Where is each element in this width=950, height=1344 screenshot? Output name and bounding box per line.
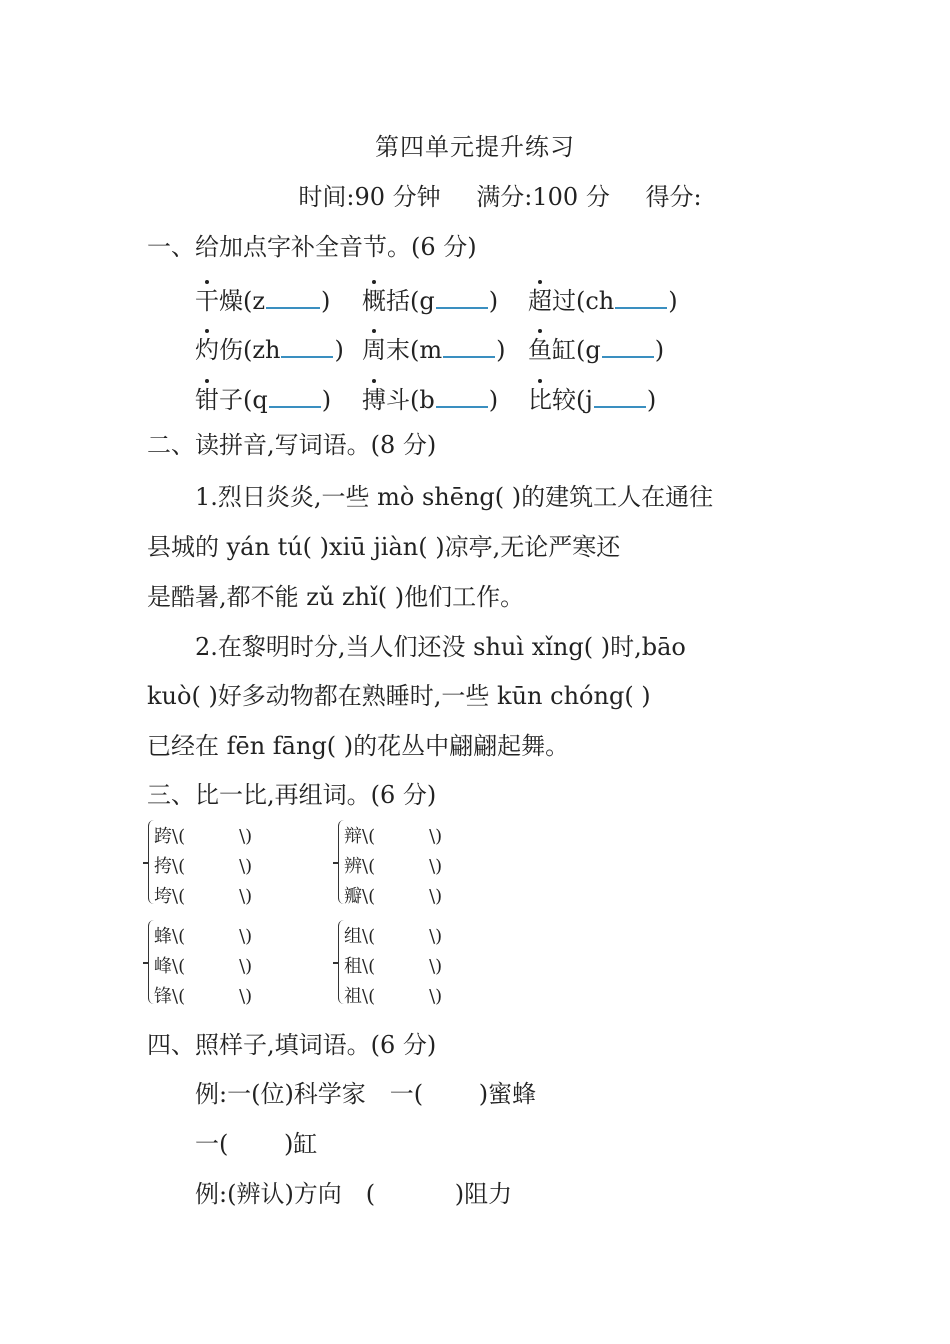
page-title: 第四单元提升练习 xyxy=(375,133,575,161)
pinyin-item xyxy=(362,281,498,316)
answer-blank[interactable] xyxy=(269,405,321,408)
compare-word: 跨\( \) xyxy=(154,826,253,847)
dotted-char: 灼 xyxy=(195,336,219,364)
s2-line-3: 是酷暑,都不能 zǔ zhǐ( )他们工作。 xyxy=(147,583,525,611)
char: 末 xyxy=(386,336,410,364)
char: 较 xyxy=(552,386,576,414)
compare-word: 垮\( \) xyxy=(154,886,253,907)
char: 括 xyxy=(386,287,410,315)
compare-word: 挎\( \) xyxy=(154,856,253,877)
full-score: 满分:100 分 xyxy=(476,183,610,211)
close-paren: ) xyxy=(496,336,506,364)
close-paren: ) xyxy=(334,336,344,364)
emphasis-dot xyxy=(538,379,542,383)
s2-line-4: 2.在黎明时分,当人们还没 shuì xǐng( )时,bāo xyxy=(195,633,686,661)
emphasis-dot xyxy=(205,379,209,383)
pinyin-prefix: (z xyxy=(243,287,266,315)
close-paren: ) xyxy=(668,287,678,315)
pinyin-item xyxy=(528,281,678,316)
emphasis-dot xyxy=(372,379,376,383)
section-1-heading: 一、给加点字补全音节。(6 分) xyxy=(147,233,477,261)
answer-blank[interactable] xyxy=(594,405,646,408)
compare-word: 租\( \) xyxy=(344,956,443,977)
answer-blank[interactable] xyxy=(615,306,667,309)
emphasis-dot xyxy=(538,280,542,284)
compare-word: 蜂\( \) xyxy=(154,926,253,947)
dotted-char: 干 xyxy=(195,287,219,315)
compare-word: 瓣\( \) xyxy=(344,886,443,907)
s4-line-1: 例:一(位)科学家 一( )蜜蜂 xyxy=(195,1080,537,1108)
dotted-char: 周 xyxy=(362,336,386,364)
answer-blank[interactable] xyxy=(602,355,654,358)
char: 过 xyxy=(552,287,576,315)
compare-word: 祖\( \) xyxy=(344,986,443,1007)
answer-blank[interactable] xyxy=(436,405,488,408)
section-4-heading: 四、照样子,填词语。(6 分) xyxy=(147,1031,437,1059)
close-paren: ) xyxy=(321,386,332,414)
pinyin-item xyxy=(195,330,344,365)
pinyin-item xyxy=(528,330,664,365)
s2-line-6: 已经在 fēn fāng( )的花丛中翩翩起舞。 xyxy=(147,732,570,760)
answer-blank[interactable] xyxy=(436,306,488,309)
pinyin-prefix: (m xyxy=(410,336,443,364)
emphasis-dot xyxy=(372,329,376,333)
emphasis-dot xyxy=(205,280,209,284)
close-paren: ) xyxy=(488,386,499,414)
char: 斗 xyxy=(386,386,410,414)
compare-word: 峰\( \) xyxy=(154,956,253,977)
pinyin-prefix: (zh xyxy=(243,336,281,364)
dotted-char: 超 xyxy=(528,287,552,315)
s2-line-1: 1.烈日炎炎,一些 mò shēng( )的建筑工人在通往 xyxy=(195,483,714,511)
compare-word: 辨\( \) xyxy=(344,856,443,877)
answer-blank[interactable] xyxy=(266,306,320,309)
s4-line-3: 例:(辨认)方向 ( )阻力 xyxy=(195,1180,513,1208)
pinyin-item xyxy=(528,380,656,415)
pinyin-item xyxy=(362,330,506,365)
close-paren: ) xyxy=(654,336,665,364)
char: 缸 xyxy=(552,336,576,364)
pinyin-prefix: (ch xyxy=(576,287,615,315)
section-3-heading: 三、比一比,再组词。(6 分) xyxy=(147,781,437,809)
dotted-char: 比 xyxy=(528,386,552,414)
char: 伤 xyxy=(219,336,243,364)
char: 子 xyxy=(219,386,243,414)
close-paren: ) xyxy=(488,287,499,315)
pinyin-prefix: (g xyxy=(576,336,601,364)
close-paren: ) xyxy=(321,287,331,315)
compare-word: 锋\( \) xyxy=(154,986,253,1007)
time-limit: 时间:90 分钟 xyxy=(298,183,441,211)
dotted-char: 概 xyxy=(362,287,386,315)
char: 燥 xyxy=(219,287,243,315)
compare-word: 组\( \) xyxy=(344,926,443,947)
exam-meta xyxy=(0,177,950,212)
dotted-char: 搏 xyxy=(362,386,386,414)
s2-line-2: 县城的 yán tú( )xiū jiàn( )凉亭,无论严寒还 xyxy=(147,533,621,561)
pinyin-prefix: (q xyxy=(243,386,268,414)
pinyin-prefix: (b xyxy=(410,386,435,414)
emphasis-dot xyxy=(205,329,209,333)
score-field[interactable]: 得分: xyxy=(645,183,702,211)
emphasis-dot xyxy=(538,329,542,333)
pinyin-prefix: (g xyxy=(410,287,435,315)
dotted-char: 钳 xyxy=(195,386,219,414)
emphasis-dot xyxy=(372,280,376,284)
pinyin-item xyxy=(195,281,330,316)
pinyin-prefix: (j xyxy=(576,386,593,414)
dotted-char: 鱼 xyxy=(528,336,552,364)
answer-blank[interactable] xyxy=(443,355,495,358)
section-2-heading: 二、读拼音,写词语。(8 分) xyxy=(147,431,437,459)
s2-line-5: kuò( )好多动物都在熟睡时,一些 kūn chóng( ) xyxy=(147,682,651,710)
s4-line-2: 一( )缸 xyxy=(195,1130,318,1158)
answer-blank[interactable] xyxy=(281,355,333,358)
compare-word: 辩\( \) xyxy=(344,826,443,847)
pinyin-item xyxy=(195,380,331,415)
close-paren: ) xyxy=(646,386,657,414)
pinyin-item xyxy=(362,380,498,415)
